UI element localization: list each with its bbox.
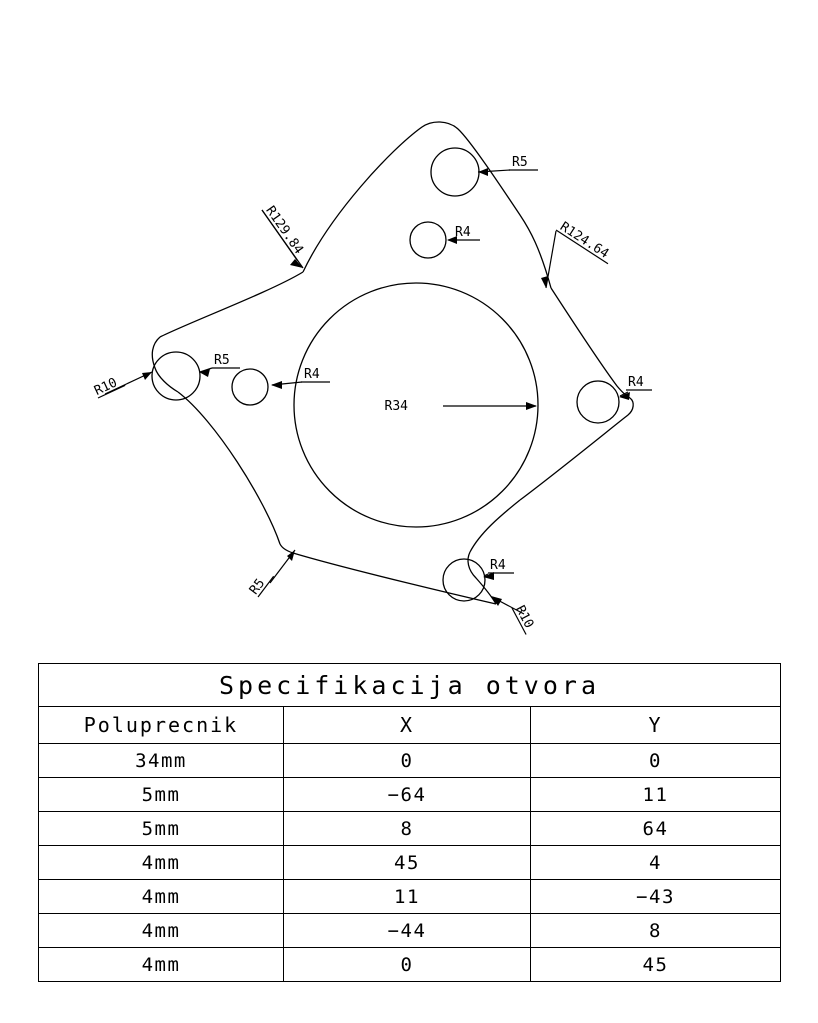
- column-header-y: Y: [531, 707, 781, 744]
- cell-y: 0: [531, 744, 781, 778]
- label-r34: R34: [384, 399, 408, 414]
- hole-inner-left-r4: [232, 369, 268, 405]
- cell-radius: 34mm: [39, 744, 284, 778]
- hole-upper-r4: [410, 222, 446, 258]
- table-row: [39, 948, 781, 982]
- cell-radius: 5mm: [39, 778, 284, 812]
- table-row: [39, 812, 781, 846]
- cell-x: 0: [284, 744, 531, 778]
- cell-y: 8: [531, 914, 781, 948]
- label-r129: R129.84: [262, 203, 307, 258]
- cell-x: 8: [284, 812, 531, 846]
- cell-radius: 5mm: [39, 812, 284, 846]
- hole-right-r4: [577, 381, 619, 423]
- label-r5-left: R5: [214, 353, 230, 368]
- table-row: [39, 880, 781, 914]
- column-header-x: X: [284, 707, 531, 744]
- table-row: [39, 846, 781, 880]
- hole-bottom-r4: [443, 559, 485, 601]
- cell-y: 11: [531, 778, 781, 812]
- cell-x: 11: [284, 880, 531, 914]
- hole-specification-table: [38, 663, 780, 982]
- cell-y: −43: [531, 880, 781, 914]
- cell-x: 45: [284, 846, 531, 880]
- center-bore: [294, 283, 538, 527]
- cell-radius: 4mm: [39, 914, 284, 948]
- label-r124: R124.64: [557, 219, 612, 262]
- label-r5-top: R5: [512, 155, 528, 170]
- label-r4-inner-left: R4: [304, 367, 320, 382]
- label-r4-bottom: R4: [490, 558, 506, 573]
- label-r4-upper: R4: [455, 225, 471, 240]
- table-row: [39, 914, 781, 948]
- label-r4-right: R4: [628, 375, 644, 390]
- cell-radius: 4mm: [39, 948, 284, 982]
- table-title-row: [39, 664, 781, 707]
- column-header-radius: Poluprecnik: [39, 707, 284, 744]
- table-row: [39, 778, 781, 812]
- cell-x: −64: [284, 778, 531, 812]
- cell-radius: 4mm: [39, 880, 284, 914]
- cell-y: 4: [531, 846, 781, 880]
- cell-radius: 4mm: [39, 846, 284, 880]
- table-header-row: [39, 707, 781, 744]
- cell-y: 45: [531, 948, 781, 982]
- label-r10-left: R10: [92, 375, 120, 399]
- cell-x: −44: [284, 914, 531, 948]
- label-r5-bottom-left: R5: [246, 576, 269, 598]
- cell-y: 64: [531, 812, 781, 846]
- label-r10-bottom: R10: [512, 603, 537, 631]
- table-title: Specifikacija otvora: [39, 664, 781, 707]
- table-row: [39, 744, 781, 778]
- cell-x: 0: [284, 948, 531, 982]
- hole-top-r5: [431, 148, 479, 196]
